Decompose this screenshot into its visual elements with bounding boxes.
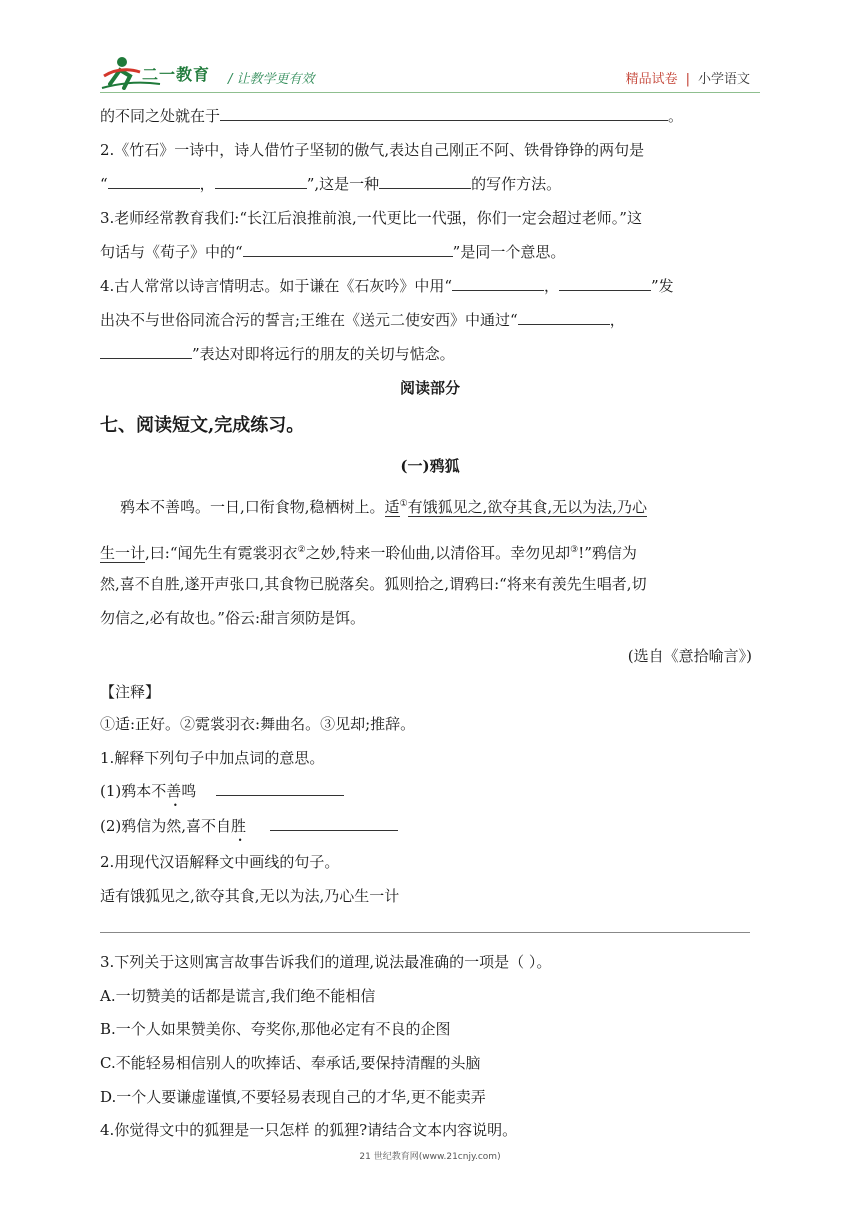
question-3-line <box>100 208 760 228</box>
text: 2.《竹石》一诗中，诗人借竹子坚韧的傲气,表达自己刚正不阿、铁骨铮铮的两句是 <box>100 141 645 159</box>
header-separator: | <box>685 72 690 87</box>
text: 鸣 <box>181 782 197 800</box>
answer-blank <box>270 816 398 831</box>
header-divider <box>100 92 760 93</box>
underlined-text: 有饿狐见之,欲夺其食,无以为法,乃心 <box>407 498 647 516</box>
notes-text: ①适:正好。②霓裳羽衣:舞曲名。③见却;推辞。 <box>100 715 416 733</box>
page-header <box>0 0 860 100</box>
answer-blank <box>215 174 307 189</box>
passage-line-3: 然,喜不自胜,遂开声张口,其食物已脱落矣。狐则拾之,谓鸦曰:“将来有羡先生唱者,切 <box>100 575 647 593</box>
text: 4.古人常常以诗言情明志。如于谦在《石灰吟》中用“ <box>100 277 452 295</box>
question-4-prompt: 4.你觉得文中的狐狸是一只怎样 的狐狸?请结合文本内容说明。 <box>100 1121 518 1139</box>
header-tag-quality: 精品试卷 <box>625 72 678 87</box>
question-2-prompt: 2.用现代汉语解释文中画线的句子。 <box>100 853 340 871</box>
passage-source: (选自《意拾喻言》) <box>627 647 752 665</box>
text: !”鸦信为 <box>578 544 637 562</box>
header-tags <box>626 68 750 87</box>
question-1b <box>100 816 760 836</box>
answer-line <box>100 932 750 933</box>
text: ， <box>543 277 559 295</box>
footnote-mark: ① <box>399 499 408 509</box>
answer-blank <box>100 344 192 359</box>
question-1-prompt: 1.解释下列句子中加点词的意思。 <box>100 749 325 767</box>
question-4-line-3 <box>100 344 760 364</box>
reading-heading: 七、阅读短文,完成练习。 <box>100 415 305 436</box>
section-title: 阅读部分 <box>399 379 460 397</box>
text: (1)鸦本不 <box>100 782 167 800</box>
text: ”,这是一种 <box>306 175 380 193</box>
text: 3.老师经常教育我们:“长江后浪推前浪,一代更比一代强，你们一定会超过老师。”这 <box>100 209 642 227</box>
dotted-word: 善 <box>166 782 182 800</box>
text: 。 <box>668 107 684 125</box>
header-tag-subject: 小学语文 <box>697 72 750 87</box>
text: 出决不与世俗同流合污的誓言;王维在《送元二使安西》中通过“ <box>100 311 518 329</box>
underlined-text: 生一计 <box>100 544 146 562</box>
option-d: D.一个人要谦虚谨慎,不要轻易表现自己的才华,更不能卖弄 <box>100 1088 486 1106</box>
text: ”是同一个意思。 <box>452 243 566 261</box>
question-2-sentence: 适有饿狐见之,欲夺其食,无以为法,乃心生一计 <box>100 887 400 905</box>
notes-title: 【注释】 <box>100 683 161 701</box>
passage-title: (一)鸦狐 <box>400 457 460 475</box>
text: 之妙,特来一聆仙曲,以清俗耳。幸勿见却 <box>305 544 571 562</box>
question-3-prompt: 3.下列关于这则寓言故事告诉我们的道理,说法最准确的一项是（ ）。 <box>100 953 552 971</box>
passage-line-2 <box>100 540 760 563</box>
question-3-blank-line <box>100 242 760 262</box>
answer-blank <box>559 276 651 291</box>
text: ”表达对即将远行的朋友的关切与惦念。 <box>192 345 455 363</box>
answer-blank <box>108 174 200 189</box>
dotted-word: 胜 <box>231 817 247 835</box>
text: 的写作方法。 <box>471 175 562 193</box>
text: 句话与《荀子》中的“ <box>100 243 243 261</box>
text: “ <box>100 175 108 193</box>
underlined-text: 适 <box>384 498 400 516</box>
question-1a <box>100 781 760 801</box>
question-4-line-2 <box>100 310 760 330</box>
answer-blank <box>243 242 453 257</box>
footnote-mark: ③ <box>570 545 579 555</box>
answer-blank <box>216 781 344 796</box>
text: 鸦本不善鸣。一日,口衔食物,稳栖树上。 <box>120 498 385 516</box>
question-4-line <box>100 276 760 296</box>
text-line <box>100 106 760 126</box>
option-b: B.一个人如果赞美你、夸奖你,那他必定有不良的企图 <box>100 1020 451 1038</box>
text: (2)鸦信为然,喜不自 <box>100 817 232 835</box>
page-footer: 21 世纪教育网(www.21cnjy.com) <box>359 1152 501 1162</box>
passage-line-1 <box>100 494 760 517</box>
text: ,曰:“闻先生有霓裳羽衣 <box>145 544 298 562</box>
text: 的不同之处就在于 <box>100 107 221 125</box>
question-2-blanks <box>100 174 760 194</box>
answer-blank <box>220 106 668 121</box>
text: ”发 <box>651 277 674 295</box>
question-2-line <box>100 140 760 160</box>
option-a: A.一切赞美的话都是谎言,我们绝不能相信 <box>100 987 376 1005</box>
answer-blank <box>452 276 544 291</box>
text: ， <box>609 311 625 329</box>
option-c: C.不能轻易相信别人的吹捧话、奉承话,要保持清醒的头脑 <box>100 1054 481 1072</box>
text: ， <box>199 175 215 193</box>
answer-blank <box>379 174 471 189</box>
footnote-mark: ② <box>297 545 306 555</box>
brand-name: 二一教育 <box>142 65 211 84</box>
passage-line-4: 勿信之,必有故也。”俗云:甜言须防是饵。 <box>100 609 365 627</box>
answer-blank <box>518 310 610 325</box>
brand-slogan: / 让教学更有效 <box>228 72 315 87</box>
